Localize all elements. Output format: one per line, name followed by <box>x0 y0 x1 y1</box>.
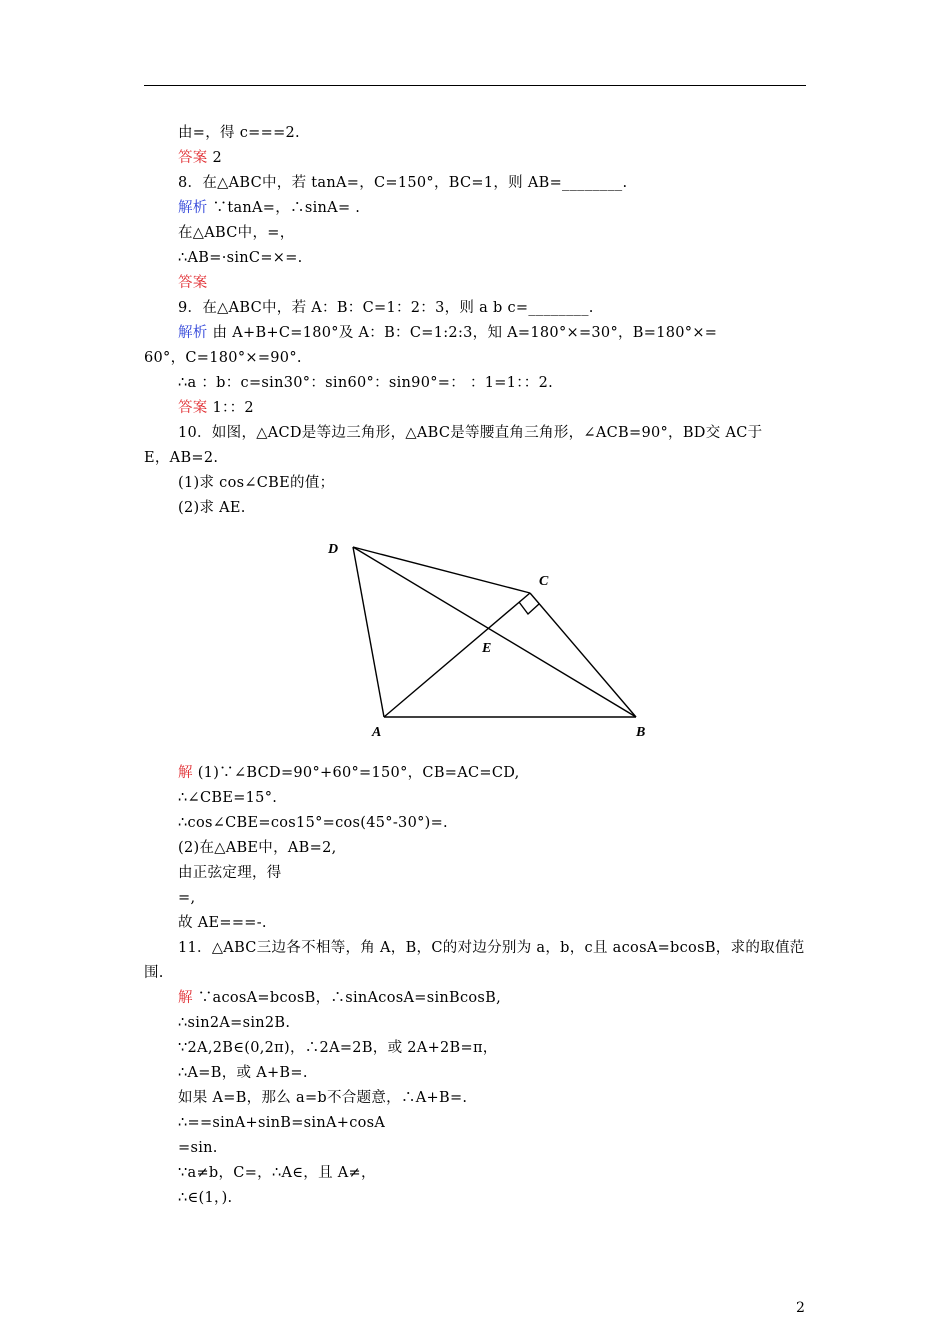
text-line: 解析 由 A+B+C=180°及 A：B：C=1:2:3，知 A=180°×=30°，B=180°×= <box>178 325 718 341</box>
text-line: =sin. <box>178 1140 218 1156</box>
text-line: ∵2A,2B∈(0,2π)，∴2A=2B，或 2A+2B=π， <box>178 1040 498 1056</box>
header-rule <box>144 85 806 86</box>
text-line: 由=，得 c===2. <box>178 125 300 141</box>
text-line: =, <box>178 890 196 906</box>
label-A: A <box>372 725 382 740</box>
text-line: ∵a≠b，C=，∴A∈，且 A≠， <box>178 1165 376 1181</box>
label-B: B <box>636 725 646 740</box>
right-angle-mark <box>519 602 539 614</box>
text-line: 答案 2 <box>178 150 223 166</box>
section-label: 解 <box>178 990 193 1006</box>
text-line: 故 AE===-. <box>178 915 267 931</box>
section-label: 答案 <box>178 400 208 416</box>
text-line: 9．在△ABC中，若 A：B：C=1：2：3，则 a b c=________. <box>178 300 594 316</box>
triangle-diagram <box>320 535 660 750</box>
text-line: ∴==sinA+sinB=sinA+cosA <box>178 1115 386 1131</box>
text-line: (2)求 AE. <box>178 500 246 516</box>
segment-AC <box>384 593 530 717</box>
label-E: E <box>482 641 492 656</box>
text-line: (2)在△ABE中，AB=2, <box>178 840 337 856</box>
text-line: 解 ∵acosA=bcosB，∴sinAcosA=sinBcosB, <box>178 990 502 1006</box>
text-line: 解析 ∵tanA=，∴sinA= . <box>178 200 361 216</box>
section-label: 答案 <box>178 275 208 291</box>
text-line: ∴cos∠CBE=cos15°=cos(45°-30°)=. <box>178 815 448 831</box>
text-line: 10．如图，△ACD是等边三角形，△ABC是等腰直角三角形，∠ACB=90°，BD交 AC于 <box>178 425 763 441</box>
text-line: ∴AB=·sinC=×=. <box>178 250 303 266</box>
section-label: 解 <box>178 765 193 781</box>
text-line: ∴∠CBE=15°. <box>178 790 278 806</box>
text-line: 如果 A=B，那么 a=b不合题意，∴A+B=. <box>178 1090 468 1106</box>
segment-DA <box>353 547 384 717</box>
section-label: 解析 <box>178 325 208 341</box>
text-line: 11．△ABC三边各不相等，角 A，B，C的对边分别为 a，b，c且 acosA=bcosB，求的取值范 <box>178 940 805 956</box>
text-line: 8．在△ABC中，若 tanA=，C=150°，BC=1，则 AB=________. <box>178 175 628 191</box>
page-number: 2 <box>796 1300 805 1316</box>
segment-DC <box>353 547 530 593</box>
text-line: ∴sin2A=sin2B. <box>178 1015 291 1031</box>
triangle-figure <box>320 535 660 750</box>
label-D: D <box>328 542 339 557</box>
text-line: ∴∈(1，). <box>178 1190 233 1206</box>
text-line: 答案 1：：2 <box>178 400 254 416</box>
text-line: 解 (1)∵∠BCD=90°+60°=150°，CB=AC=CD, <box>178 765 520 781</box>
label-C: C <box>539 574 549 589</box>
section-label: 答案 <box>178 150 208 166</box>
text-line: 由正弦定理，得 <box>178 865 282 881</box>
section-label: 解析 <box>178 200 208 216</box>
text-line: 在△ABC中，=， <box>178 225 295 241</box>
text-line: E，AB=2. <box>144 450 219 466</box>
text-line: 60°，C=180°×=90°. <box>144 350 302 366</box>
text-line: 围. <box>144 965 164 981</box>
text-line: ∴a ：b：c=sin30°：sin60°：sin90°=： ：1=1：：2. <box>178 375 554 391</box>
text-line: (1)求 cos∠CBE的值； <box>178 475 335 491</box>
segment-CB <box>530 593 636 717</box>
text-line <box>178 273 208 293</box>
segment-DB <box>353 547 636 717</box>
text-line: ∴A=B，或 A+B=. <box>178 1065 308 1081</box>
